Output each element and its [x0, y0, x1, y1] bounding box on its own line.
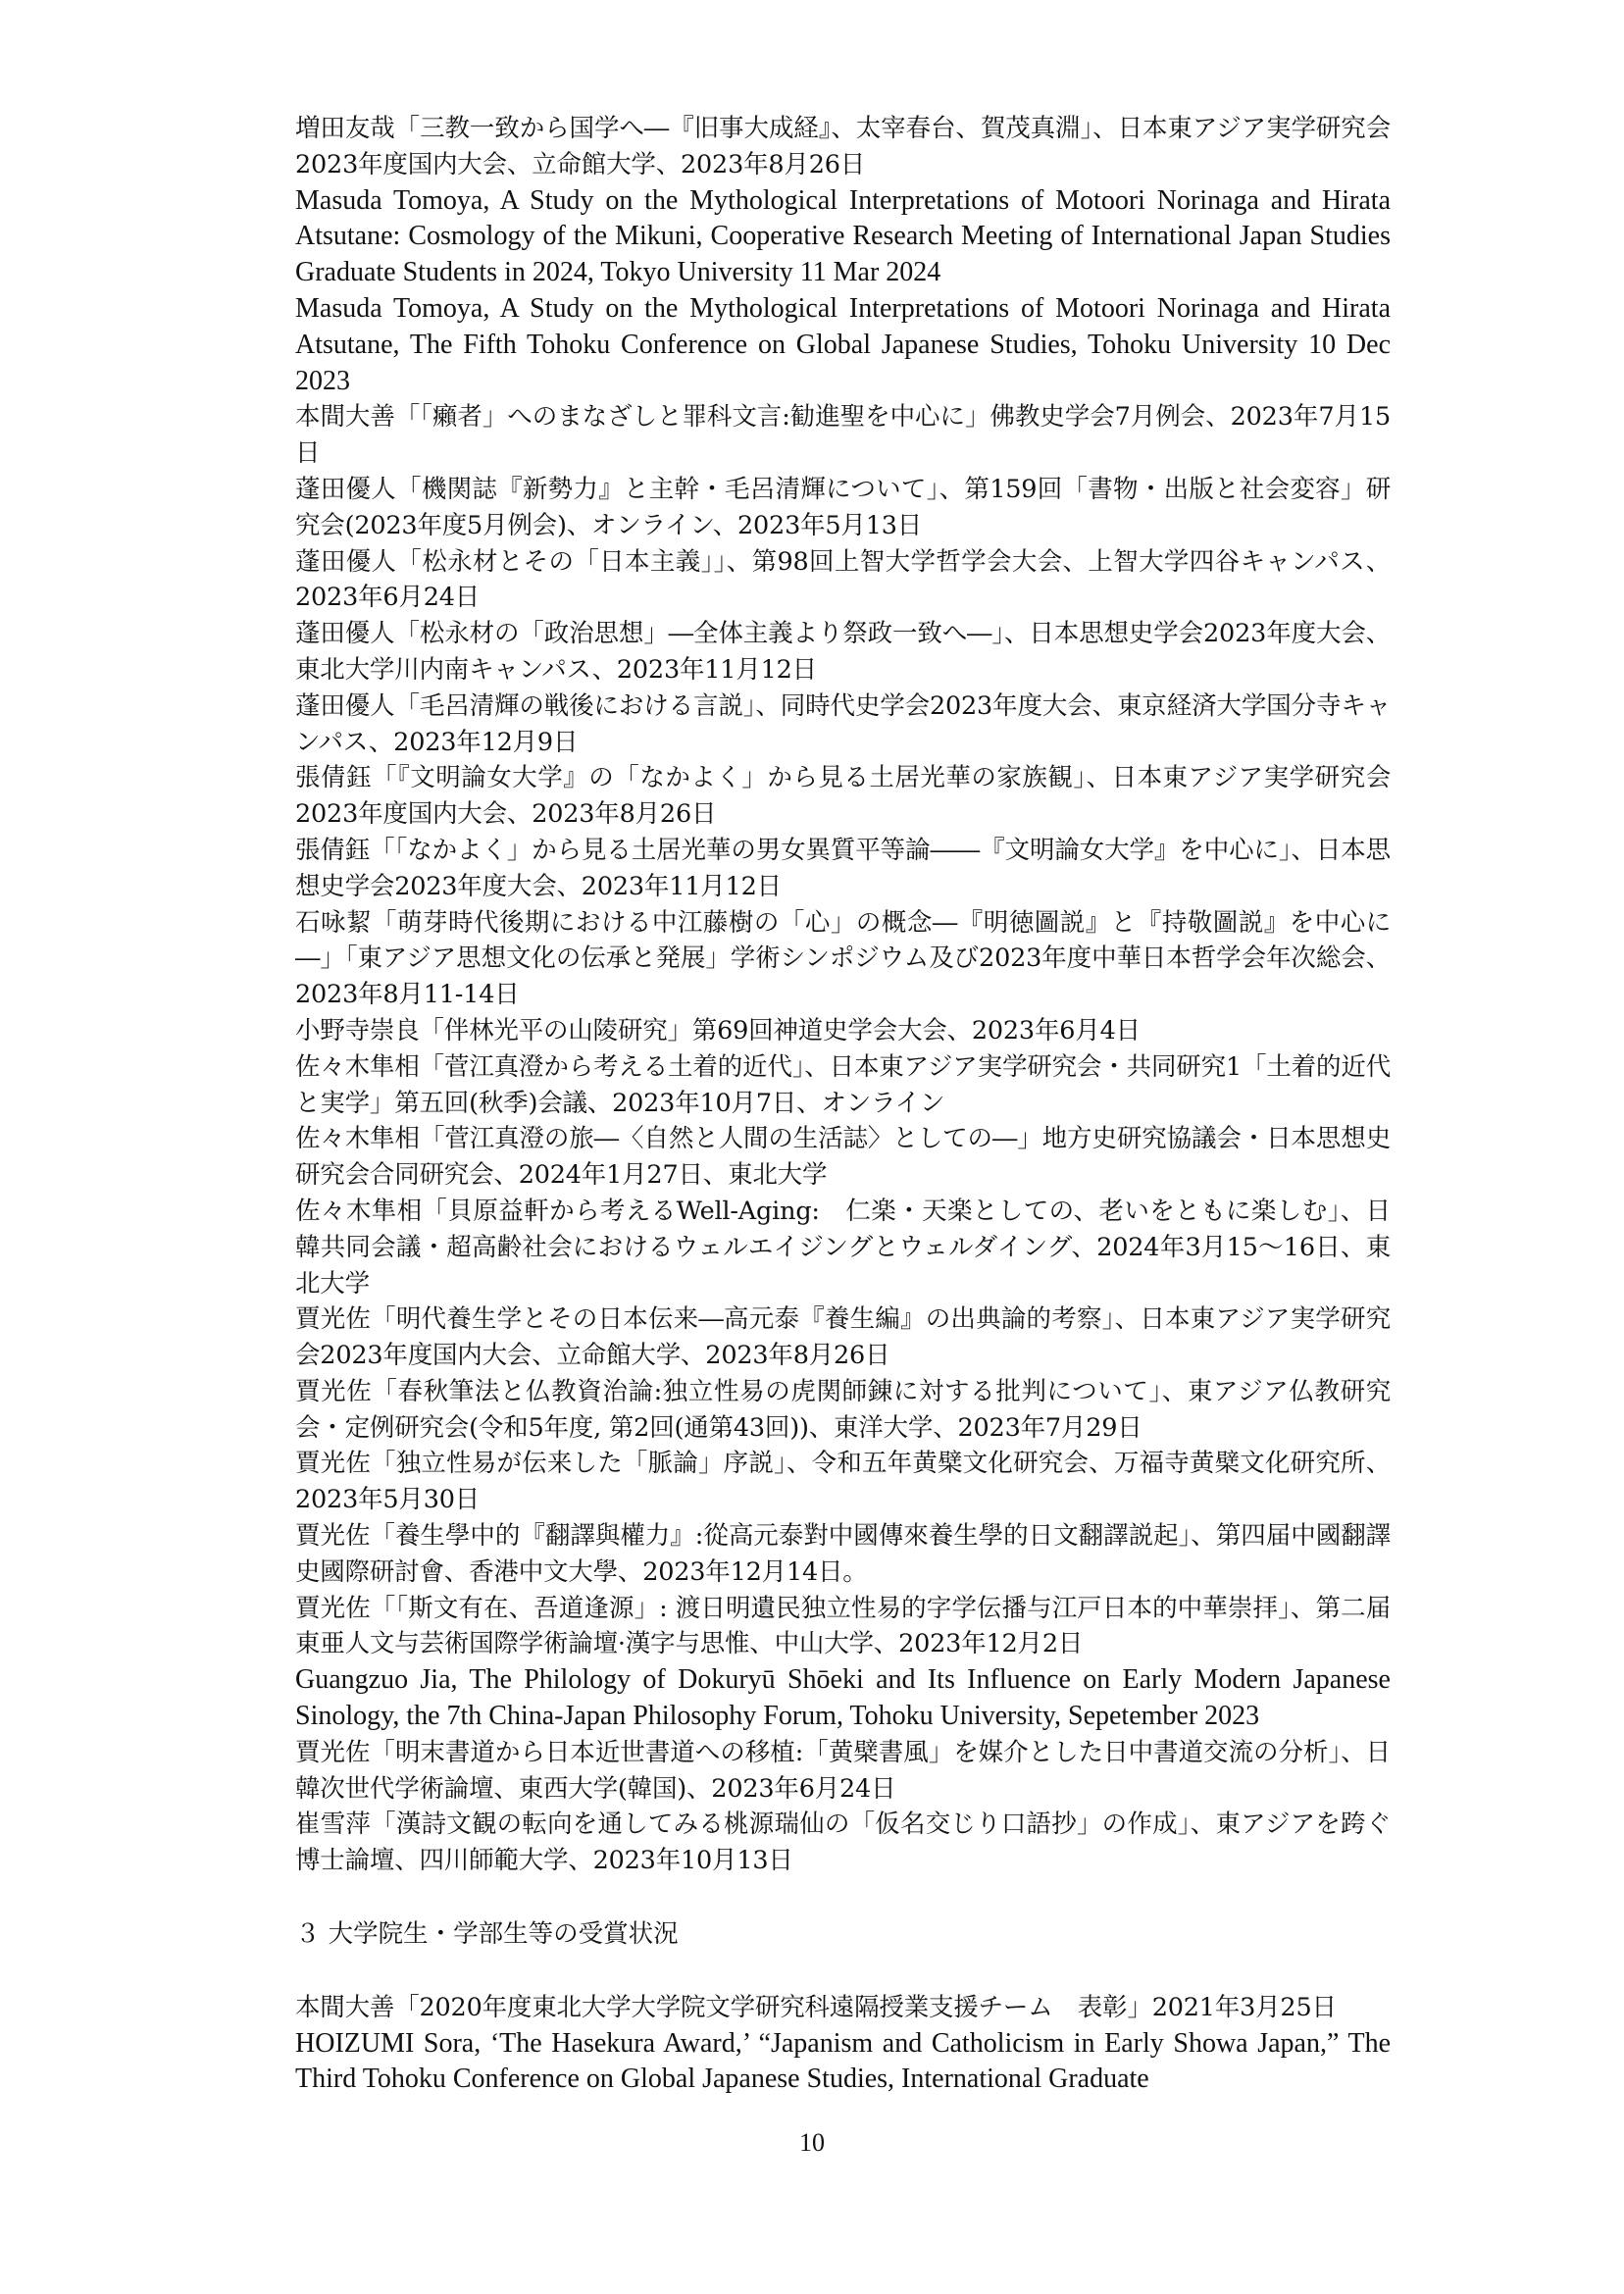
list-item: 賈光佐「「斯文有在、吾道逢源」: 渡日明遺民独立性易的字学伝播与江戸日本的中華崇拝」、第二届東亜人文与芸術国際学術論壇·漢字与思惟、中山大学、2023年12月2日 [295, 1593, 1391, 1659]
list-item: 賈光佐「春秋筆法と仏教資治論:独立性易の虎関師錬に対する批判について」、東アジア仏教研究会・定例研究会(令和5年度, 第2回(通第43回))、東洋大学、2023年7月29日 [295, 1376, 1391, 1443]
list-item: 蓬田優人「松永材の「政治思想」―全体主義より祭政一致へ―」、日本思想史学会2023年度大会、東北大学川内南キャンパス、2023年11月12日 [295, 619, 1391, 685]
list-item: 賈光佐「独立性易が伝来した「脈論」序説」、令和五年黄檗文化研究会、万福寺黄檗文化研究所、2023年5月30日 [295, 1449, 1391, 1515]
section-heading: ３ 大学院生・学部生等の受賞状況 [295, 1919, 679, 1950]
list-item: Guangzuo Jia, The Philology of Dokuryū Shōeki and Its Influence on Early Modern Japanese Sinology, the 7th China-Japan Philosophy Forum, Tohoku University, Sepetember 2023 [295, 1664, 1391, 1732]
list-item: 蓬田優人「毛呂清輝の戦後における言説」、同時代史学会2023年度大会、東京経済大学国分寺キャンパス、2023年12月9日 [295, 690, 1391, 757]
list-item: 張倩鈺「『文明論女大学』の「なかよく」から見る土居光華の家族観」、日本東アジア実学研究会2023年度国内大会、2023年8月26日 [295, 763, 1391, 830]
award-list [295, 1990, 1391, 2098]
list-item: 小野寺崇良「伴林光平の山陵研究」第69回神道史学会大会、2023年6月4日 [295, 1015, 1141, 1045]
list-item: 賈光佐「明代養生学とその日本伝来―高元泰『養生編』の出典論的考察」、日本東アジア実学研究会2023年度国内大会、立命館大学、2023年8月26日 [295, 1304, 1391, 1371]
list-item: 佐々木隼相「貝原益軒から考えるWell-Aging: 仁楽・天楽としての、老いをともに楽しむ」、日韓共同会議・超高齢社会におけるウェルエイジングとウェルダイング、2024年3月15〜16日、東北大学 [295, 1196, 1391, 1299]
list-item: Masuda Tomoya, A Study on the Mythological Interpretations of Motoori Norinaga and Hirata Atsutane, The Fifth Tohoku Conference on Global Japanese Studies, Tohoku University 10 Dec 2023 [295, 292, 1391, 396]
list-item: 蓬田優人「松永材とその「日本主義」」、第98回上智大学哲学会大会、上智大学四谷キャンパス、2023年6月24日 [295, 546, 1391, 613]
list-item: 佐々木隼相「菅江真澄の旅―〈自然と人間の生活誌〉としての―」地方史研究協議会・日本思想史研究会合同研究会、2024年1月27日、東北大学 [295, 1124, 1391, 1191]
list-item: 本間大善「2020年度東北大学大学院文学研究科遠隔授業支援チーム 表彰」2021年3月25日 [295, 1992, 1337, 2022]
list-item: Masuda Tomoya, A Study on the Mythological Interpretations of Motoori Norinaga and Hirata Atsutane: Cosmology of the Mikuni, Cooperative Research Meeting of International Japan Studies Graduate Students in 2024, Tokyo University 11 Mar 2024 [295, 184, 1391, 288]
list-item: 蓬田優人「機関誌『新勢力』と主幹・毛呂清輝について」、第159回「書物・出版と社会変容」研究会(2023年度5月例会)、オンライン、2023年5月13日 [295, 474, 1391, 540]
list-item: HOIZUMI Sora, ‘The Hasekura Award,’ “Japanism and Catholicism in Early Showa Japan,” The Third Tohoku Conference on Global Japanese Studies, International Graduate [295, 2027, 1391, 2095]
list-item: 賈光佐「養生學中的『翻譯與權力』:從高元泰對中國傳來養生學的日文翻譯説起」、第四届中國翻譯史國際研討會、香港中文大學、2023年12月14日。 [295, 1521, 1391, 1587]
document-body [295, 111, 1391, 2098]
list-item: 本間大善「「癩者」へのまなざしと罪科文言:勧進聖を中心に」佛教史学会7月例会、2023年7月15日 [295, 402, 1391, 469]
list-item: 佐々木隼相「菅江真澄から考える土着的近代」、日本東アジア実学研究会・共同研究1「土着的近代と実学」第五回(秋季)会議、2023年10月7日、オンライン [295, 1051, 1391, 1118]
list-item: 石咏絜「萌芽時代後期における中江藤樹の「心」の概念―『明徳圖説』と『持敬圖説』を中心に―」「東アジア思想文化の伝承と発展」学術シンポジウム及び2023年度中華日本哲学会年次総会、2023年8月11-14日 [295, 907, 1391, 1010]
page-number: 10 [799, 2128, 825, 2157]
list-item: 賈光佐「明末書道から日本近世書道への移植:「黄檗書風」を媒介とした日中書道交流の分析」、日韓次世代学術論壇、東西大学(韓国)、2023年6月24日 [295, 1737, 1391, 1804]
list-item: 張倩鈺「「なかよく」から見る土居光華の男女異質平等論――『文明論女大学』を中心に」、日本思想史学会2023年度大会、2023年11月12日 [295, 835, 1391, 901]
presentation-list [295, 111, 1391, 1879]
list-item: 崔雪萍「漢詩文観の転向を通してみる桃源瑞仙の「仮名交じり口語抄」の作成」、東アジアを跨ぐ博士論壇、四川師範大学、2023年10月13日 [295, 1810, 1391, 1876]
list-item: 増田友哉「三教一致から国学へ―『旧事大成経』、太宰春台、賀茂真淵」、日本東アジア実学研究会 2023年度国内大会、立命館大学、2023年8月26日 [295, 114, 1391, 179]
